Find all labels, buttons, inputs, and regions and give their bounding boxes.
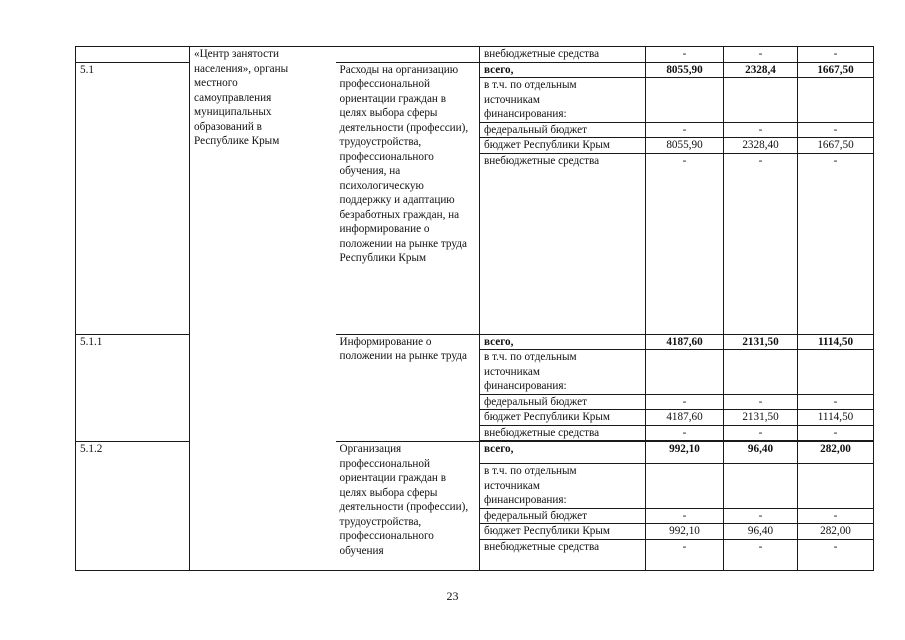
source-label: внебюджетные средства (480, 47, 646, 63)
value-cell: - (724, 539, 798, 570)
source-label: бюджет Республики Крым (480, 138, 646, 154)
source-label: бюджет Республики Крым (480, 410, 646, 426)
value-cell: 1667,50 (798, 62, 874, 78)
value-cell (724, 78, 798, 123)
name-cell (336, 47, 480, 63)
value-cell: 992,10 (646, 442, 724, 464)
value-cell: 8055,90 (646, 138, 724, 154)
value-cell: 2131,50 (724, 410, 798, 426)
value-cell: - (646, 394, 724, 410)
value-cell (798, 78, 874, 123)
value-cell: 4187,60 (646, 410, 724, 426)
value-cell (724, 350, 798, 395)
value-cell: - (724, 425, 798, 441)
source-label: внебюджетные средства (480, 425, 646, 441)
source-label: в т.ч. по отдельным источникам финансирования: (480, 78, 646, 123)
source-label: всего, (480, 62, 646, 78)
value-cell: 1667,50 (798, 138, 874, 154)
value-cell: - (646, 425, 724, 441)
value-cell (646, 350, 724, 395)
value-cell (798, 464, 874, 509)
value-cell: 96,40 (724, 524, 798, 540)
value-cell: 282,00 (798, 524, 874, 540)
page-number: 23 (446, 589, 459, 603)
code-cell: 5.1.2 (76, 442, 190, 571)
value-cell: - (724, 153, 798, 334)
value-cell: 8055,90 (646, 62, 724, 78)
value-cell: - (724, 394, 798, 410)
value-cell: 1114,50 (798, 334, 874, 350)
value-cell: 1114,50 (798, 410, 874, 426)
value-cell: 2131,50 (724, 334, 798, 350)
table-row (76, 47, 874, 63)
value-cell: - (798, 47, 874, 63)
value-cell: - (646, 153, 724, 334)
value-cell (646, 78, 724, 123)
value-cell: - (646, 508, 724, 524)
value-cell (798, 350, 874, 395)
source-label: федеральный бюджет (480, 394, 646, 410)
value-cell: - (646, 539, 724, 570)
executor-cell: «Центр занятости населения», органы местного самоуправления муниципальных образований в Республике Крым (190, 47, 336, 571)
value-cell: 4187,60 (646, 334, 724, 350)
value-cell: 96,40 (724, 442, 798, 464)
source-label: федеральный бюджет (480, 508, 646, 524)
value-cell: - (646, 47, 724, 63)
budget-table (75, 46, 874, 571)
value-cell: 2328,40 (724, 138, 798, 154)
value-cell: - (724, 508, 798, 524)
value-cell: - (798, 508, 874, 524)
source-label: бюджет Республики Крым (480, 524, 646, 540)
value-cell: 282,00 (798, 442, 874, 464)
value-cell: - (798, 394, 874, 410)
source-label: всего, (480, 334, 646, 350)
value-cell: 2328,4 (724, 62, 798, 78)
value-cell: - (798, 153, 874, 334)
source-label: внебюджетные средства (480, 539, 646, 570)
value-cell: - (724, 122, 798, 138)
name-cell: Организация профессиональной ориентации граждан в целях выбора сферы деятельности (профессии), трудоустройства, профессионального обучения (336, 442, 480, 571)
value-cell: - (724, 47, 798, 63)
value-cell: - (646, 122, 724, 138)
code-cell: 5.1.1 (76, 334, 190, 442)
value-cell: - (798, 122, 874, 138)
value-cell: 992,10 (646, 524, 724, 540)
name-cell: Расходы на организацию профессиональной ориентации граждан в целях выбора сферы деятельности (профессии), трудоустройства, профессионального обучения, на психологическую поддержку и адаптацию безработных граждан, на информирование о положении на рынке труда Республики Крым (336, 62, 480, 334)
source-label: внебюджетные средства (480, 153, 646, 334)
source-label: федеральный бюджет (480, 122, 646, 138)
value-cell (724, 464, 798, 509)
code-cell: 5.1 (76, 62, 190, 334)
value-cell: - (798, 425, 874, 441)
value-cell: - (798, 539, 874, 570)
code-cell (76, 47, 190, 63)
value-cell (646, 464, 724, 509)
source-label: в т.ч. по отдельным источникам финансирования: (480, 350, 646, 395)
name-cell: Информирование о положении на рынке труда (336, 334, 480, 442)
source-label: в т.ч. по отдельным источникам финансирования: (480, 464, 646, 509)
source-label: всего, (480, 442, 646, 464)
